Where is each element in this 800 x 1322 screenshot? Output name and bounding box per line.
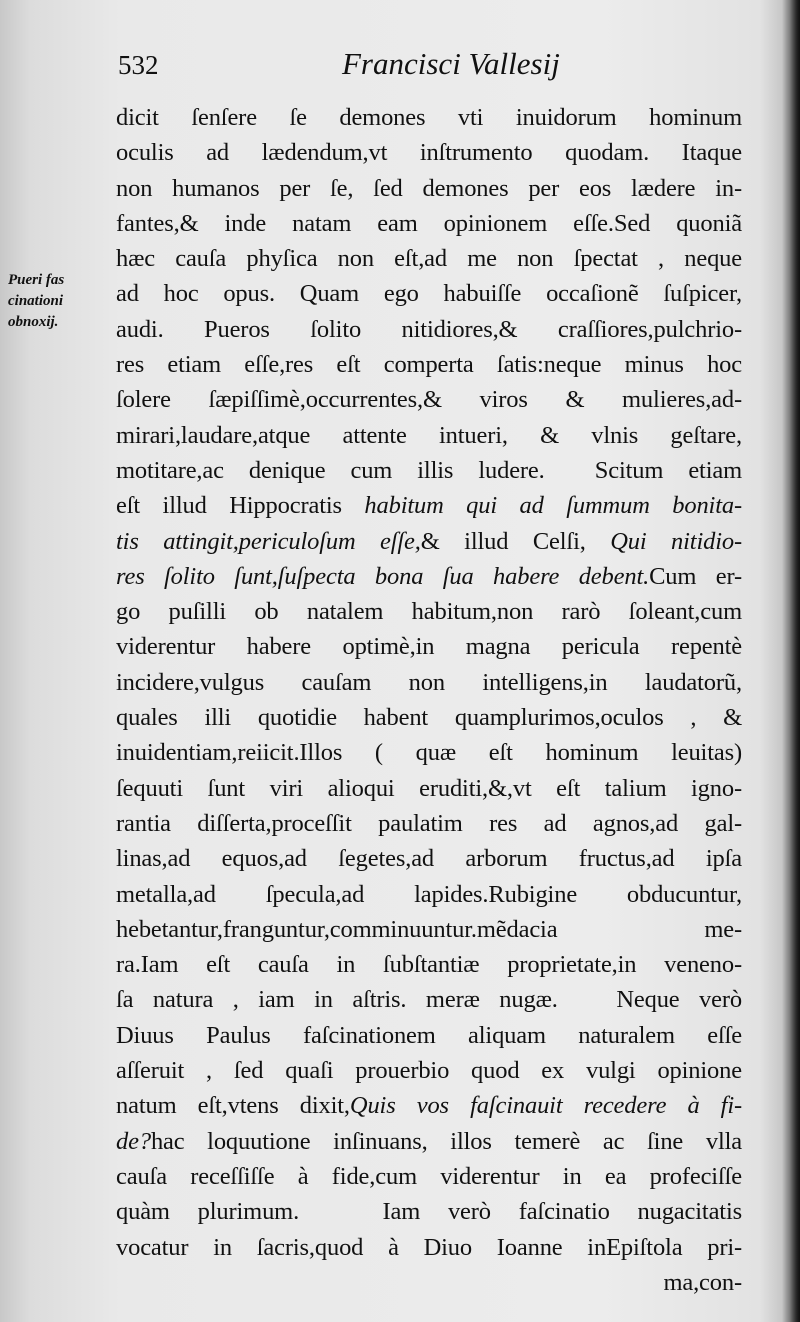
text-line (116, 947, 742, 982)
page-header (112, 42, 740, 92)
text-segment: ſequuti ſunt viri alioqui eruditi,&,vt eſt talium igno- (116, 774, 742, 802)
text-line (116, 135, 742, 170)
text-line (116, 665, 742, 700)
margin-note (8, 270, 118, 333)
text-segment: & illud Celſi, (420, 527, 611, 555)
text-segment: ad hoc opus. Quam ego habuiſſe occaſionẽ ſuſpicer, (116, 280, 742, 308)
margin-note-line: Pueri fas (8, 272, 65, 288)
text-line (116, 347, 742, 382)
text-segment: go puſilli ob natalem habitum,non rarò ſoleant,cum (116, 598, 742, 626)
text-segment: inuidentiam,reiicit.Illos ( quæ eſt hominum leuitas) (116, 739, 742, 767)
text-segment: incidere,vulgus cauſam non intelligens,in laudatorũ, (116, 668, 742, 696)
italic-text: res ſolito ſunt,ſuſpecta bona ſua habere debent. (116, 562, 650, 590)
text-segment: hac loquutione inſinuans, illos temerè ac ſine vlla (150, 1127, 742, 1155)
italic-text: de? (116, 1127, 151, 1155)
text-segment: linas,ad equos,ad ſegetes,ad arborum fructus,ad ipſa (116, 845, 742, 873)
text-segment: fantes,& inde natam eam opinionem eſſe.Sed quoniã (116, 209, 742, 237)
text-line (116, 1159, 742, 1194)
text-segment: non humanos per ſe, ſed demones per eos lædere in- (116, 174, 742, 202)
text-segment: rantia diſſerta,proceſſit paulatim res ad agnos,ad gal- (116, 809, 742, 837)
page-number: 532 (118, 50, 159, 80)
text-segment: Diuus Paulus faſcinationem aliquam naturalem eſſe (116, 1021, 742, 1049)
text-line (116, 524, 742, 559)
text-segment: audi. Pueros ſolito nitidiores,& craſſiores,pulchrio- (116, 315, 742, 343)
text-line (116, 1265, 742, 1300)
text-line (116, 488, 742, 523)
italic-text: Qui nitidio- (610, 527, 742, 555)
text-line (116, 841, 742, 876)
text-line (116, 312, 742, 347)
text-line (116, 912, 742, 947)
text-line (116, 1018, 742, 1053)
margin-note-line: cinationi (8, 293, 64, 309)
text-line (116, 806, 742, 841)
body-text (116, 100, 742, 1300)
text-segment: hebetantur,franguntur,comminuuntur.mẽdacia me- (116, 915, 742, 943)
italic-text: habitum qui ad ſummum bonita- (364, 492, 742, 520)
text-line (116, 700, 742, 735)
text-segment: mirari,laudare,atque attente intueri, & vlnis geſtare, (116, 421, 742, 449)
book-spine-shadow (782, 0, 800, 1322)
text-line (116, 241, 742, 276)
text-segment: cauſa receſſiſſe à fide,cum viderentur in ea profeciſſe (116, 1162, 742, 1190)
text-segment: natum eſt,vtens dixit, (116, 1092, 350, 1120)
text-line (116, 1124, 742, 1159)
text-segment: hæc cauſa phyſica non eſt,ad me non ſpectat , neque (116, 245, 742, 273)
text-segment: ma,con- (663, 1268, 742, 1296)
italic-text: Quis vos faſcinauit recedere à fi- (349, 1092, 743, 1120)
text-line (116, 100, 742, 135)
text-segment: ſa natura , iam in aſtris. meræ nugæ. Neque verò (116, 986, 742, 1014)
text-line (116, 735, 742, 770)
text-line (116, 877, 742, 912)
text-line (116, 982, 742, 1017)
text-segment: aſſeruit , ſed quaſi prouerbio quod ex vulgi opinione (116, 1057, 742, 1085)
text-line (116, 559, 742, 594)
text-segment: Cum er- (649, 562, 742, 590)
text-segment: viderentur habere optimè,in magna pericula repentè (116, 633, 742, 661)
text-line (116, 453, 742, 488)
text-segment: ſolere ſæpiſſimè,occurrentes,& viros & mulieres,ad- (116, 386, 742, 414)
text-segment: metalla,ad ſpecula,ad lapides.Rubigine obducuntur, (116, 880, 742, 908)
text-segment: dicit ſenſere ſe demones vti inuidorum hominum (116, 104, 742, 131)
text-segment: vocatur in ſacris,quod à Diuo Ioanne inEpiſtola pri- (116, 1233, 742, 1261)
text-segment: ra.Iam eſt cauſa in ſubſtantiæ proprietate,in veneno- (116, 951, 742, 979)
text-segment: quales illi quotidie habent quamplurimos,oculos , & (116, 704, 742, 732)
italic-text: tis attingit,periculoſum eſſe, (116, 527, 421, 555)
margin-note-line: obnoxij. (8, 314, 59, 330)
text-line (116, 1053, 742, 1088)
text-line (116, 276, 742, 311)
text-segment: oculis ad lædendum,vt inſtrumento quodam. Itaque (116, 139, 742, 167)
text-line (116, 629, 742, 664)
text-line (116, 1088, 742, 1123)
text-line (116, 1230, 742, 1265)
text-line (116, 418, 742, 453)
text-line (116, 382, 742, 417)
text-line (116, 206, 742, 241)
text-line (116, 594, 742, 629)
running-head: Francisci Vallesij (342, 46, 560, 81)
text-segment: eſt illud Hippocratis (116, 492, 365, 520)
text-segment: quàm plurimum. Iam verò faſcinatio nugacitatis (116, 1198, 742, 1226)
text-line (116, 1194, 742, 1229)
text-segment: motitare,ac denique cum illis ludere. Scitum etiam (116, 456, 742, 484)
text-line (116, 771, 742, 806)
text-line (116, 171, 742, 206)
text-segment: res etiam eſſe,res eſt comperta ſatis:neque minus hoc (116, 351, 742, 379)
